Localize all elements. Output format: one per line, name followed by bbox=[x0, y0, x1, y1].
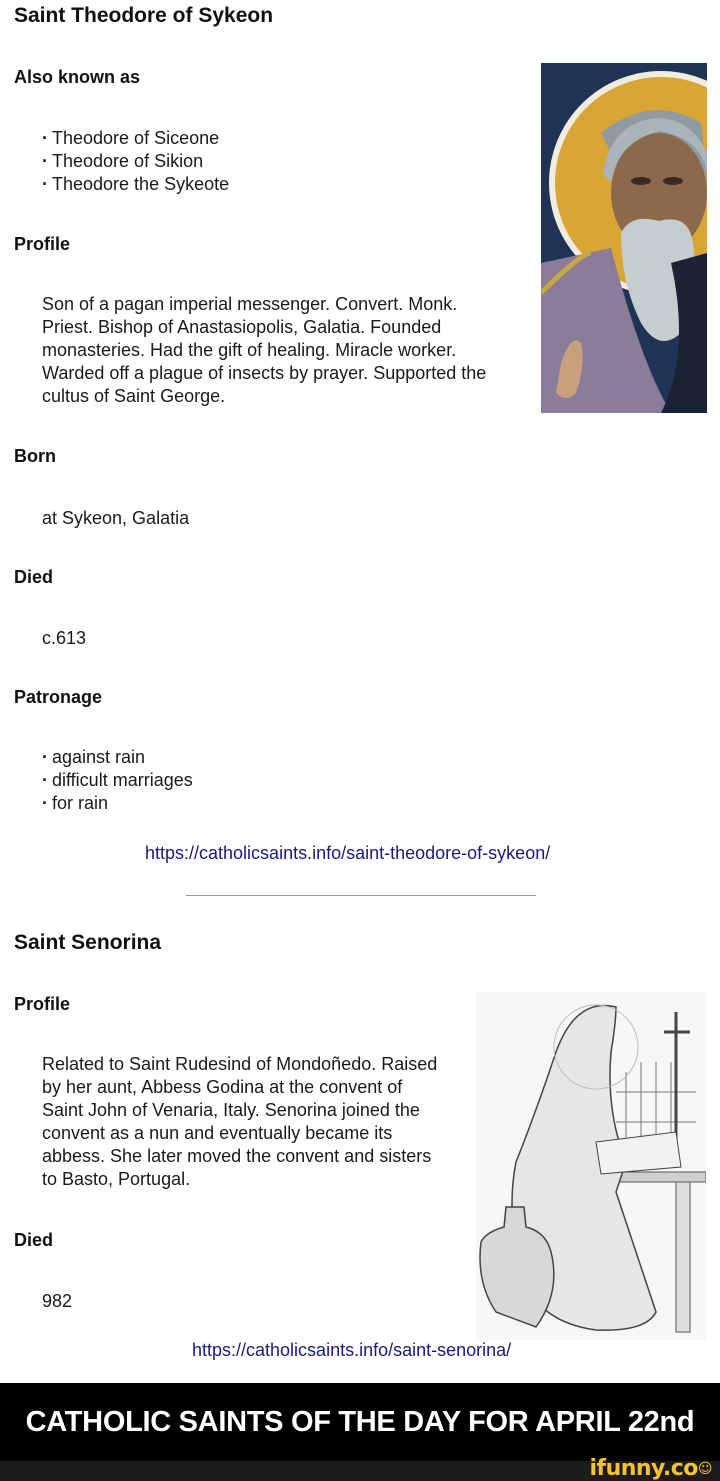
profile-line: Son of a pagan imperial messenger. Convert. Monk. bbox=[42, 294, 458, 314]
born-value: at Sykeon, Galatia bbox=[42, 508, 190, 528]
title-banner bbox=[0, 1383, 720, 1461]
icon-painting-bearded-saint-icon bbox=[541, 63, 707, 413]
died-value: 982 bbox=[42, 1291, 73, 1311]
list-item: · difficult marriages bbox=[42, 769, 193, 792]
list-item: · Theodore of Sikion bbox=[42, 150, 229, 173]
profile-heading: Profile bbox=[14, 234, 71, 254]
died-heading: Died bbox=[14, 1230, 54, 1250]
profile-line: to Basto, Portugal. bbox=[42, 1169, 191, 1189]
profile-text bbox=[42, 1053, 482, 1191]
saint-1-link[interactable]: https://catholicsaints.info/saint-theodore-of-sykeon/ bbox=[145, 843, 551, 863]
engraving-nun-reading-icon bbox=[476, 992, 706, 1340]
patronage-heading: Patronage bbox=[14, 687, 103, 707]
saint-senorina-engraving bbox=[476, 992, 706, 1340]
profile-line: cultus of Saint George. bbox=[42, 386, 226, 406]
profile-line: Saint John of Venaria, Italy. Senorina joined the bbox=[42, 1100, 420, 1120]
saint-1-title: Saint Theodore of Sykeon bbox=[14, 4, 274, 27]
born-heading: Born bbox=[14, 446, 56, 466]
ifunny-watermark bbox=[589, 1458, 712, 1480]
list-item: · against rain bbox=[42, 746, 193, 769]
saint-2-title: Saint Senorina bbox=[14, 931, 162, 954]
died-heading: Died bbox=[14, 567, 54, 587]
list-item: · for rain bbox=[42, 792, 193, 815]
profile-text bbox=[42, 293, 542, 408]
aka-heading: Also known as bbox=[14, 67, 141, 87]
list-item: · Theodore of Siceone bbox=[42, 127, 229, 150]
profile-line: Priest. Bishop of Anastasiopolis, Galatia. Founded bbox=[42, 317, 442, 337]
patronage-list bbox=[42, 746, 193, 815]
profile-heading: Profile bbox=[14, 994, 71, 1014]
profile-line: by her aunt, Abbess Godina at the convent of bbox=[42, 1077, 403, 1097]
smiley-icon: ☺ bbox=[697, 1461, 712, 1477]
saint-theodore-icon bbox=[541, 63, 707, 413]
profile-line: Related to Saint Rudesind of Mondoñedo. Raised bbox=[42, 1054, 438, 1074]
profile-line: abbess. She later moved the convent and sisters bbox=[42, 1146, 432, 1166]
saint-2-link[interactable]: https://catholicsaints.info/saint-senorina/ bbox=[192, 1340, 512, 1360]
divider bbox=[186, 895, 536, 896]
profile-line: convent as a nun and eventually became its bbox=[42, 1123, 393, 1143]
died-value: c.613 bbox=[42, 628, 87, 648]
watermark-text: ifunny.co bbox=[589, 1456, 698, 1481]
profile-line: Warded off a plague of insects by prayer. Supported the bbox=[42, 363, 487, 383]
aka-list bbox=[42, 127, 229, 196]
banner-title: CATHOLIC SAINTS OF THE DAY FOR APRIL 22nd bbox=[25, 1405, 695, 1438]
profile-line: monasteries. Had the gift of healing. Miracle worker. bbox=[42, 340, 457, 360]
list-item: · Theodore the Sykeote bbox=[42, 173, 229, 196]
